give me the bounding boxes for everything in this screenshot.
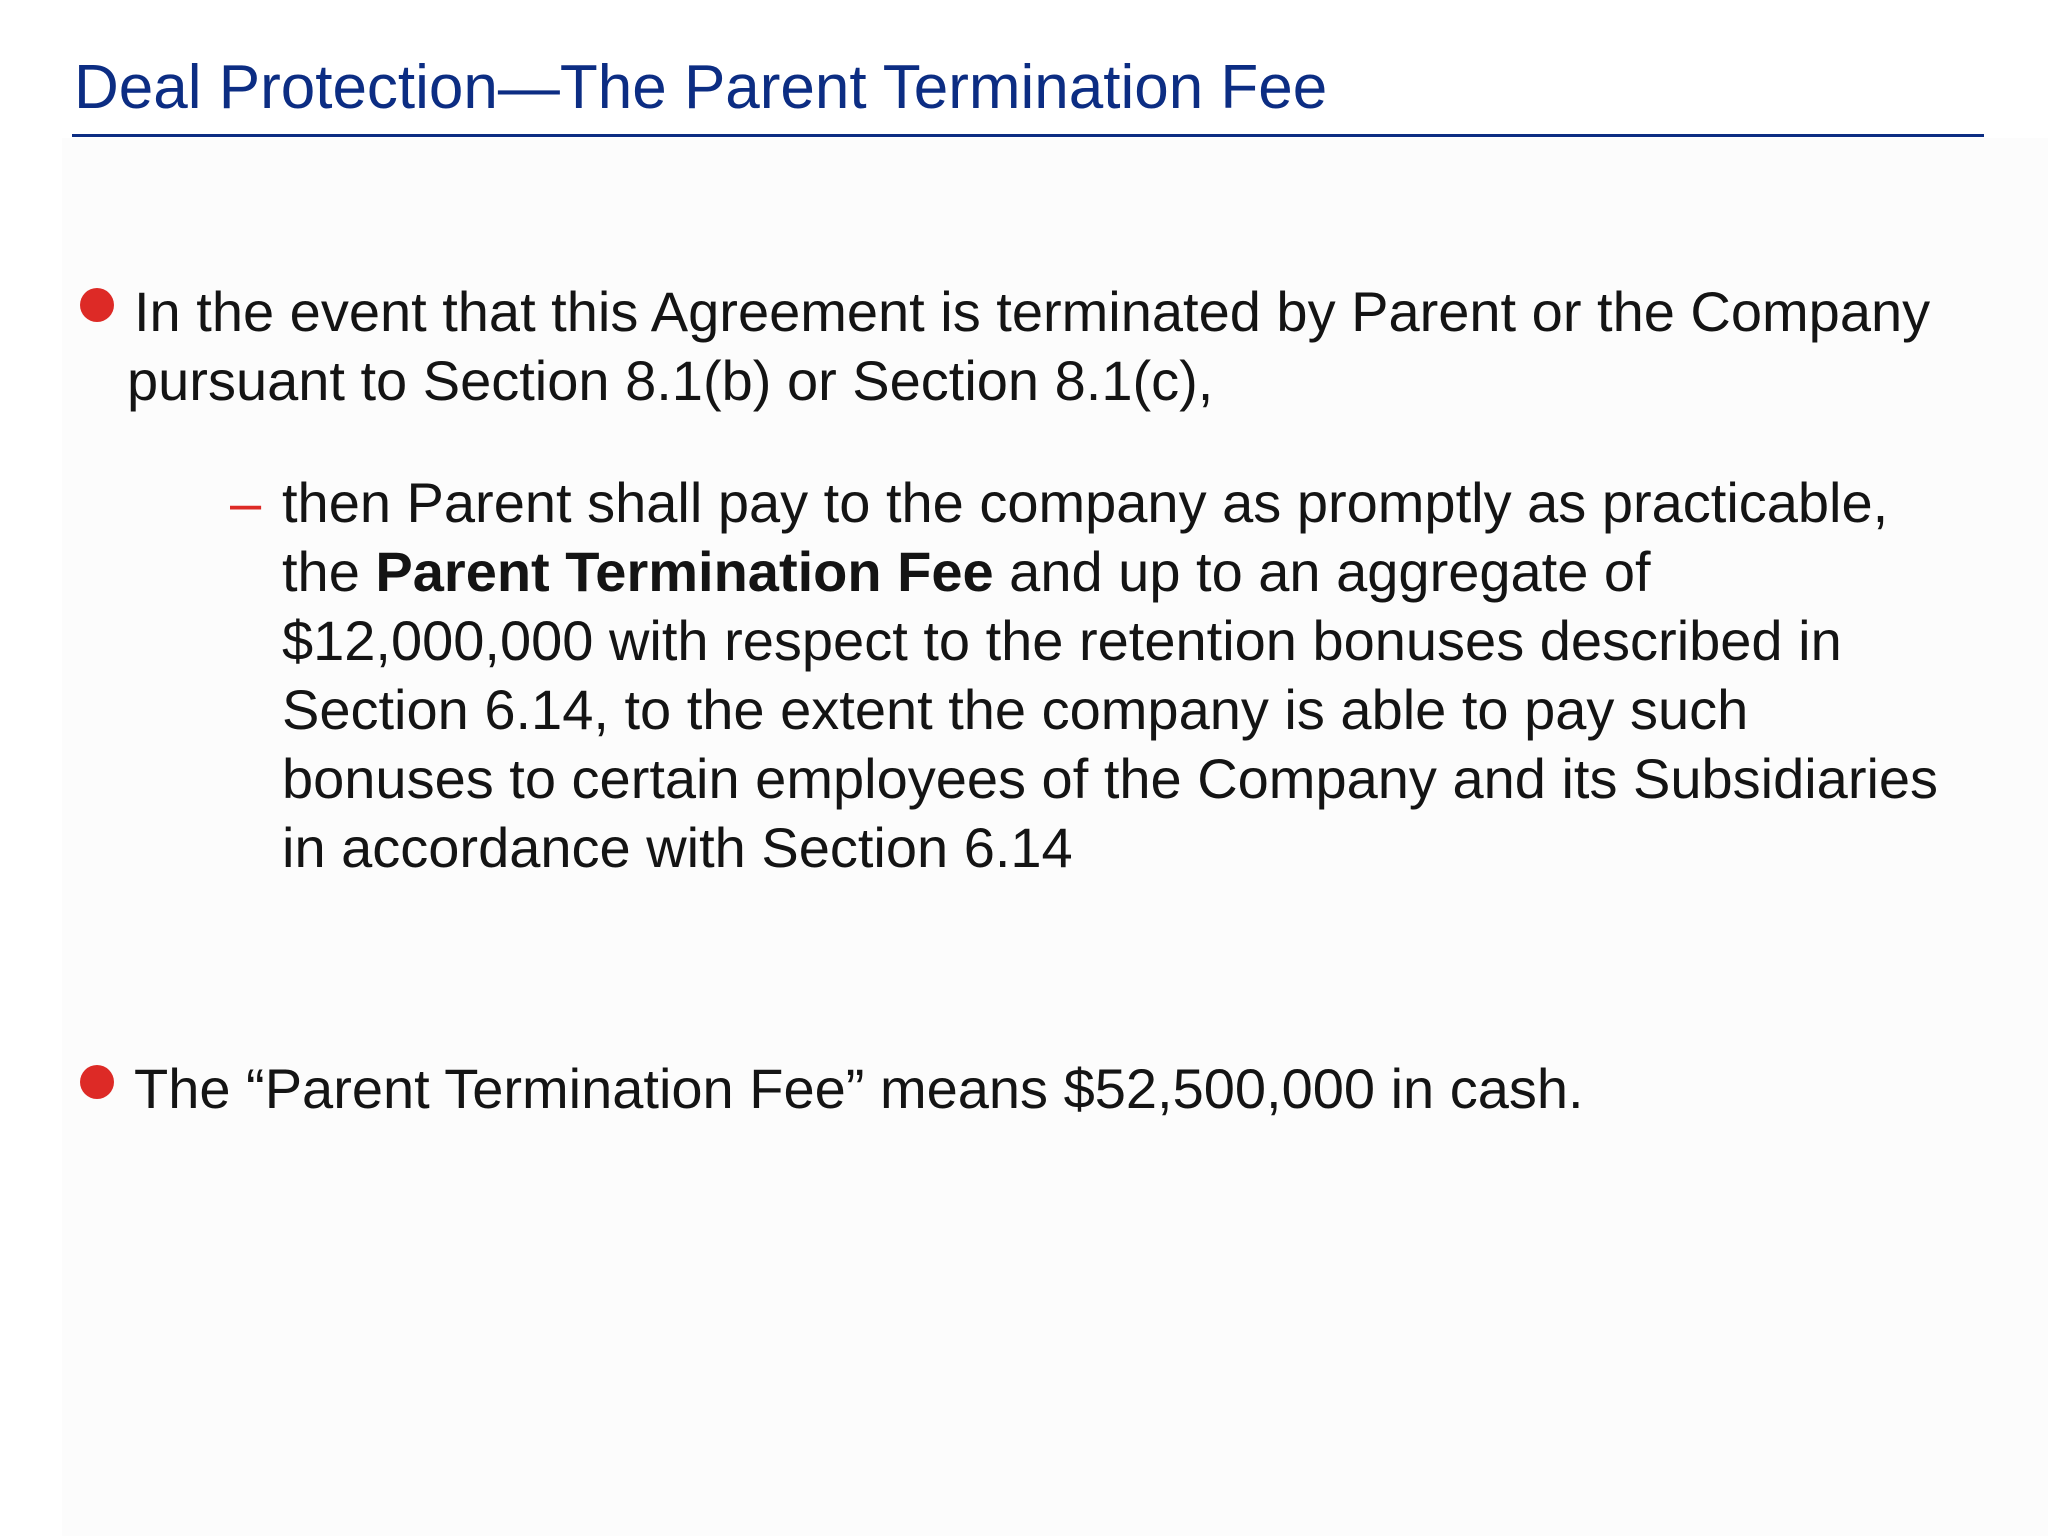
sub-bullet-line bbox=[282, 537, 2002, 606]
dash-icon: – bbox=[230, 471, 262, 534]
sub-bullet-payment-obligation bbox=[282, 468, 2002, 882]
sub-bullet-line: Section 6.14, to the extent the company is able to pay such bbox=[282, 678, 1749, 741]
sub-bullet-text: the bbox=[282, 540, 376, 603]
sub-bullet-line: then Parent shall pay to the company as promptly as practicable, bbox=[282, 471, 1889, 534]
bullet-text-line: The “Parent Termination Fee” means $52,500,000 in cash. bbox=[134, 1057, 1584, 1120]
sub-bullet-line: bonuses to certain employees of the Company and its Subsidiaries bbox=[282, 747, 1939, 810]
bold-term-parent-termination-fee: Parent Termination Fee bbox=[375, 540, 994, 603]
sub-bullet-line: $12,000,000 with respect to the retention bonuses described in bbox=[282, 609, 1842, 672]
bullet-text-line: pursuant to Section 8.1(b) or Section 8.1(c), bbox=[127, 349, 1214, 412]
title-underline bbox=[72, 134, 1984, 137]
sub-bullet-text: and up to an aggregate of bbox=[993, 540, 1651, 603]
red-dot-icon bbox=[80, 1065, 114, 1099]
page-title: Deal Protection—The Parent Termination Fee bbox=[74, 53, 1328, 122]
sub-bullet-line: in accordance with Section 6.14 bbox=[282, 816, 1073, 879]
red-dot-icon bbox=[80, 288, 114, 322]
bullet-text-line: In the event that this Agreement is terminated by Parent or the Company bbox=[134, 280, 1931, 343]
